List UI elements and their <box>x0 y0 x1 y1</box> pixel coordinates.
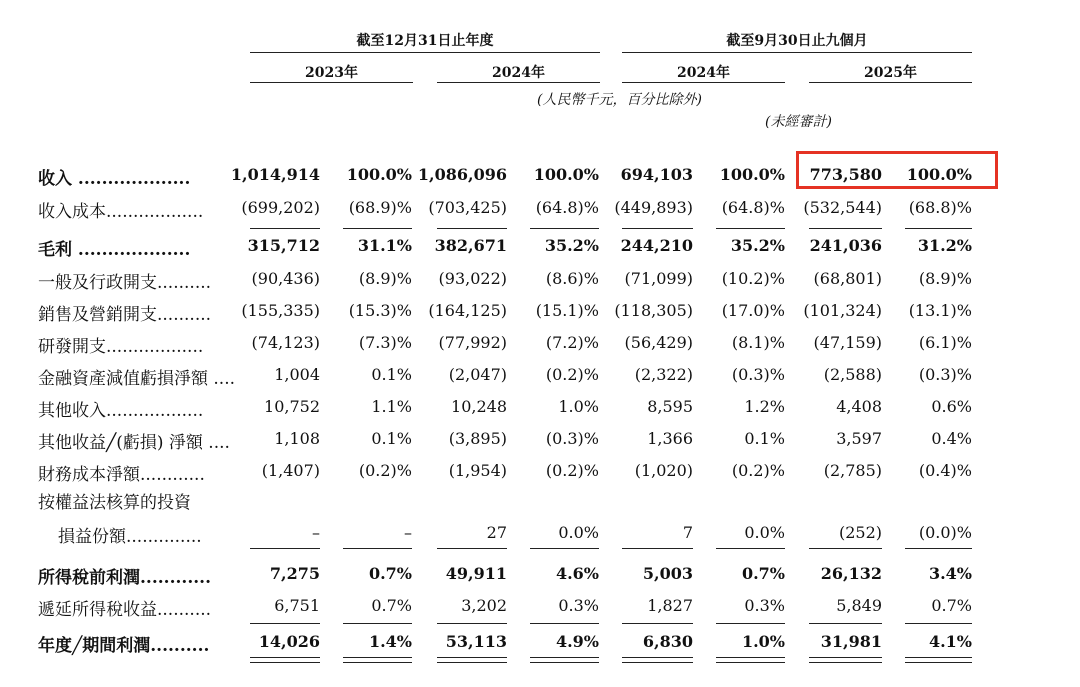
cell-amount: (2,588) <box>823 365 882 384</box>
cell-amount: – <box>312 523 320 542</box>
cell-amount: (2,047) <box>448 365 507 384</box>
cell-amount: 53,113 <box>445 632 507 651</box>
cell-percent: (0.3)% <box>545 429 599 448</box>
subtotal-rule <box>343 548 412 549</box>
subtotal-rule <box>622 548 693 549</box>
cell-amount: 244,210 <box>620 236 693 255</box>
cell-percent: 0.1% <box>371 365 412 384</box>
cell-amount: 5,849 <box>836 596 882 615</box>
cell-amount: (1,407) <box>261 461 320 480</box>
cell-percent: 0.7% <box>741 564 785 583</box>
row-label: 收入 ................... <box>38 169 191 189</box>
cell-amount: 1,004 <box>274 365 320 384</box>
subtotal-rule <box>530 623 599 624</box>
cell-percent: 100.0% <box>346 165 412 184</box>
cell-amount: 1,086,096 <box>417 165 507 184</box>
cell-percent: (15.3)% <box>348 301 412 320</box>
cell-amount: (77,992) <box>438 333 507 352</box>
row-label: 研發開支.................. <box>38 337 204 357</box>
cell-percent: 0.6% <box>931 397 972 416</box>
cell-percent: (0.3)% <box>731 365 785 384</box>
subtotal-rule <box>530 548 599 549</box>
cell-percent: (0.2)% <box>731 461 785 480</box>
row-label: 按權益法核算的投資 <box>38 493 191 513</box>
subtotal-rule <box>530 228 599 229</box>
cell-amount: 382,671 <box>434 236 507 255</box>
total-double-rule <box>809 657 882 663</box>
subtotal-rule <box>809 548 882 549</box>
header-year-2025-nine: 2025年 <box>864 65 917 81</box>
row-label: 毛利 ................... <box>38 240 191 260</box>
cell-percent: (0.3)% <box>918 365 972 384</box>
cell-amount: 1,366 <box>647 429 693 448</box>
total-double-rule <box>437 657 507 663</box>
cell-percent: 0.4% <box>931 429 972 448</box>
cell-amount: (252) <box>838 523 882 542</box>
cell-amount: (699,202) <box>241 198 320 217</box>
unit-note: (人民幣千元，百分比除外) <box>537 92 702 108</box>
cell-percent: (0.2)% <box>545 461 599 480</box>
row-label: 年度╱期間利潤.......... <box>38 636 210 656</box>
cell-percent: (8.6)% <box>545 269 599 288</box>
cell-percent: 0.7% <box>368 564 412 583</box>
row-label: 金融資產減值虧損淨額 .... <box>38 369 236 389</box>
cell-amount: 14,026 <box>258 632 320 651</box>
cell-percent: 4.9% <box>555 632 599 651</box>
header-group-nine-rule <box>622 52 972 53</box>
subtotal-rule <box>622 623 693 624</box>
cell-amount: (47,159) <box>813 333 882 352</box>
cell-amount: (68,801) <box>813 269 882 288</box>
subtotal-rule <box>905 228 972 229</box>
cell-percent: 0.1% <box>371 429 412 448</box>
subtotal-rule <box>250 623 320 624</box>
cell-amount: (101,324) <box>803 301 882 320</box>
cell-amount: 241,036 <box>809 236 882 255</box>
cell-amount: (71,099) <box>624 269 693 288</box>
cell-amount: 27 <box>486 523 507 542</box>
cell-amount: (155,335) <box>241 301 320 320</box>
cell-percent: 1.0% <box>558 397 599 416</box>
header-group-year-rule <box>250 52 600 53</box>
cell-amount: (74,123) <box>251 333 320 352</box>
cell-percent: 4.6% <box>555 564 599 583</box>
cell-amount: (90,436) <box>251 269 320 288</box>
cell-percent: 100.0% <box>533 165 599 184</box>
cell-percent: (8.9)% <box>358 269 412 288</box>
subtotal-rule <box>622 228 693 229</box>
cell-percent: – <box>404 523 412 542</box>
cell-amount: 315,712 <box>247 236 320 255</box>
cell-percent: 0.3% <box>744 596 785 615</box>
cell-amount: (56,429) <box>624 333 693 352</box>
subtotal-rule <box>250 228 320 229</box>
cell-amount: 7,275 <box>269 564 320 583</box>
cell-percent: (8.1)% <box>731 333 785 352</box>
row-label: 遞延所得稅收益.......... <box>38 600 212 620</box>
cell-percent: (0.2)% <box>358 461 412 480</box>
header-year-rule-1 <box>250 82 413 83</box>
cell-amount: (164,125) <box>428 301 507 320</box>
cell-amount: (1,020) <box>634 461 693 480</box>
cell-amount: 6,751 <box>274 596 320 615</box>
cell-percent: 35.2% <box>544 236 599 255</box>
row-label: 損益份額.............. <box>58 527 202 547</box>
cell-percent: (0.0)% <box>918 523 972 542</box>
subtotal-rule <box>716 548 785 549</box>
cell-percent: 1.1% <box>371 397 412 416</box>
cell-amount: (2,785) <box>823 461 882 480</box>
cell-amount: 1,108 <box>274 429 320 448</box>
cell-amount: (449,893) <box>614 198 693 217</box>
cell-percent: (8.9)% <box>918 269 972 288</box>
cell-percent: 31.2% <box>917 236 972 255</box>
cell-percent: (0.4)% <box>918 461 972 480</box>
header-year-2024: 2024年 <box>492 65 545 81</box>
cell-percent: 35.2% <box>730 236 785 255</box>
cell-amount: 694,103 <box>620 165 693 184</box>
cell-percent: (68.9)% <box>348 198 412 217</box>
cell-amount: 31,981 <box>820 632 882 651</box>
header-group-nine-months: 截至9月30日止九個月 <box>726 33 868 49</box>
subtotal-rule <box>343 623 412 624</box>
cell-percent: 100.0% <box>719 165 785 184</box>
cell-percent: (13.1)% <box>908 301 972 320</box>
cell-percent: 1.4% <box>368 632 412 651</box>
total-double-rule <box>250 657 320 663</box>
subtotal-rule <box>809 623 882 624</box>
cell-amount: 6,830 <box>642 632 693 651</box>
cell-amount: 10,752 <box>264 397 320 416</box>
cell-amount: (532,544) <box>803 198 882 217</box>
cell-percent: 1.0% <box>741 632 785 651</box>
cell-percent: (64.8)% <box>721 198 785 217</box>
cell-percent: 0.3% <box>558 596 599 615</box>
cell-percent: (7.3)% <box>358 333 412 352</box>
cell-percent: (7.2)% <box>545 333 599 352</box>
total-double-rule <box>622 657 693 663</box>
header-year-rule-4 <box>809 82 972 83</box>
row-label: 一般及行政開支.......... <box>38 273 212 293</box>
cell-amount: 773,580 <box>809 165 882 184</box>
cell-percent: (0.2)% <box>545 365 599 384</box>
subtotal-rule <box>343 228 412 229</box>
row-label: 其他收益╱(虧損) 淨額 .... <box>38 433 230 453</box>
cell-percent: 0.0% <box>558 523 599 542</box>
row-label: 所得稅前利潤............ <box>38 568 212 588</box>
header-year-2024-nine: 2024年 <box>677 65 730 81</box>
cell-percent: (68.8)% <box>908 198 972 217</box>
cell-amount: (2,322) <box>634 365 693 384</box>
subtotal-rule <box>905 623 972 624</box>
cell-amount: (3,895) <box>448 429 507 448</box>
cell-percent: 3.4% <box>928 564 972 583</box>
cell-percent: 0.0% <box>744 523 785 542</box>
header-year-2023: 2023年 <box>305 65 358 81</box>
row-label: 收入成本.................. <box>38 202 204 222</box>
cell-amount: (118,305) <box>614 301 693 320</box>
total-double-rule <box>905 657 972 663</box>
cell-amount: 49,911 <box>445 564 507 583</box>
cell-amount: 1,827 <box>647 596 693 615</box>
cell-percent: 0.7% <box>931 596 972 615</box>
cell-amount: 8,595 <box>647 397 693 416</box>
cell-amount: 3,202 <box>461 596 507 615</box>
cell-percent: (15.1)% <box>535 301 599 320</box>
revenue-2025-highlight <box>796 151 998 189</box>
cell-amount: 1,014,914 <box>230 165 320 184</box>
total-double-rule <box>716 657 785 663</box>
subtotal-rule <box>716 623 785 624</box>
cell-amount: (93,022) <box>438 269 507 288</box>
cell-percent: 100.0% <box>906 165 972 184</box>
total-double-rule <box>530 657 599 663</box>
cell-percent: 31.1% <box>357 236 412 255</box>
subtotal-rule <box>809 228 882 229</box>
header-year-rule-2 <box>437 82 600 83</box>
cell-percent: 0.1% <box>744 429 785 448</box>
subtotal-rule <box>250 548 320 549</box>
cell-percent: 1.2% <box>744 397 785 416</box>
subtotal-rule <box>437 548 507 549</box>
subtotal-rule <box>437 228 507 229</box>
subtotal-rule <box>716 228 785 229</box>
cell-amount: (703,425) <box>428 198 507 217</box>
cell-amount: (1,954) <box>448 461 507 480</box>
cell-percent: (10.2)% <box>721 269 785 288</box>
cell-percent: 4.1% <box>928 632 972 651</box>
cell-amount: 5,003 <box>642 564 693 583</box>
subtotal-rule <box>437 623 507 624</box>
cell-amount: 3,597 <box>836 429 882 448</box>
cell-amount: 4,408 <box>836 397 882 416</box>
row-label: 財務成本淨額............ <box>38 465 205 485</box>
cell-amount: 26,132 <box>820 564 882 583</box>
header-year-rule-3 <box>622 82 785 83</box>
header-group-year: 截至12月31日止年度 <box>356 33 494 49</box>
subtotal-rule <box>905 548 972 549</box>
cell-percent: (6.1)% <box>918 333 972 352</box>
cell-amount: 10,248 <box>451 397 507 416</box>
cell-amount: 7 <box>682 523 693 542</box>
row-label: 銷售及營銷開支.......... <box>38 305 212 325</box>
cell-percent: (64.8)% <box>535 198 599 217</box>
cell-percent: (17.0)% <box>721 301 785 320</box>
cell-percent: 0.7% <box>371 596 412 615</box>
row-label: 其他收入.................. <box>38 401 204 421</box>
unaudited-note: (未經審計) <box>765 114 832 130</box>
total-double-rule <box>343 657 412 663</box>
